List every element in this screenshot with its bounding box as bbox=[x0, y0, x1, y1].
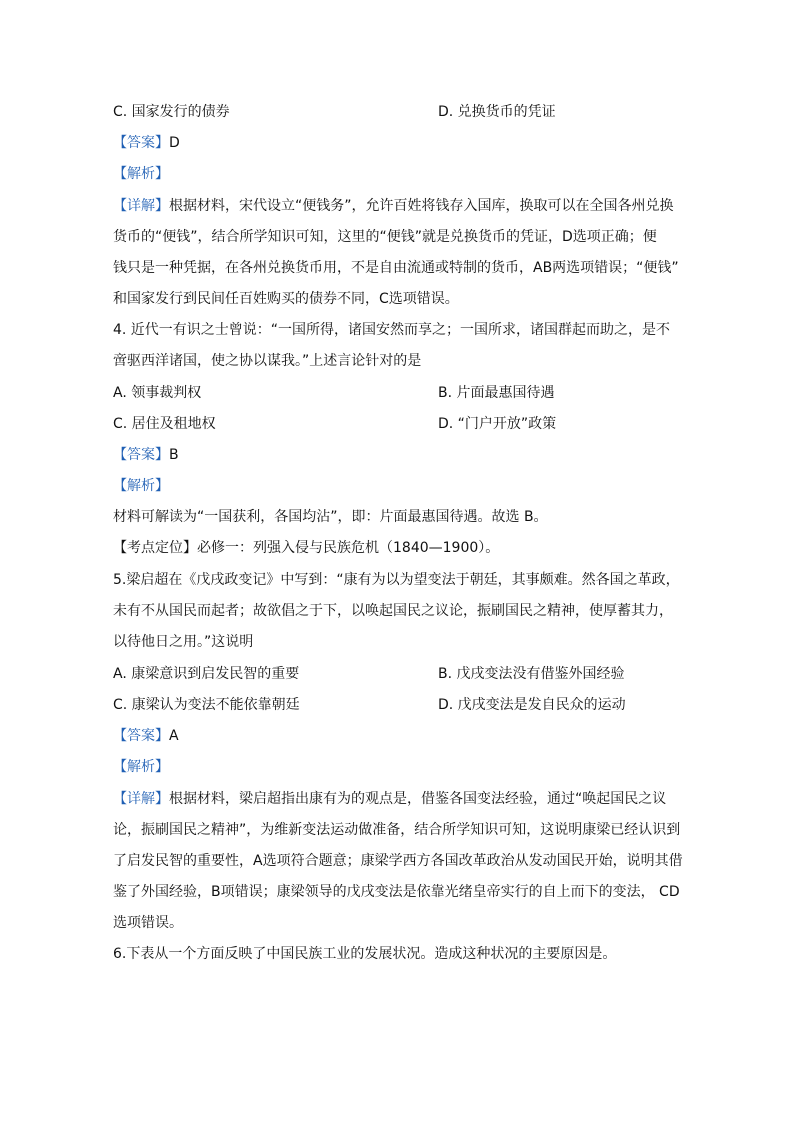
q5-detail-line-3: 了启发民智的重要性，A选项符合题意；康梁学西方各国改革政治从发动国民开始，说明其借 bbox=[113, 853, 683, 869]
q4-option-c: C. 居住及租地权 bbox=[113, 416, 216, 432]
q5-analysis-label: 【解析】 bbox=[113, 759, 169, 775]
q3-option-c: C. 国家发行的债券 bbox=[113, 104, 230, 120]
q5-stem-line-2: 未有不从国民而起者；故欲倡之于下，以唤起国民之议论，振刷国民之精神，使厚蓄其力， bbox=[113, 603, 673, 619]
q4-kaodian bbox=[113, 538, 499, 558]
q3-detail-line-4: 和国家发行到民间任百姓购买的债券不同，C选项错误。 bbox=[113, 291, 459, 307]
answer-value: A bbox=[169, 728, 179, 744]
q3-option-d: D. 兑换货币的凭证 bbox=[438, 104, 556, 120]
q5-detail-line-1 bbox=[113, 789, 666, 809]
q4-option-b: B. 片面最惠国待遇 bbox=[438, 385, 555, 401]
detail-label: 【详解】 bbox=[113, 791, 169, 807]
q5-option-c: C. 康梁认为变法不能依靠朝廷 bbox=[113, 697, 300, 713]
q4-analysis-label: 【解析】 bbox=[113, 478, 169, 494]
answer-value: B bbox=[169, 447, 179, 463]
q3-detail-line-1 bbox=[113, 196, 674, 216]
q5-option-b: B. 戊戌变法没有借鉴外国经验 bbox=[438, 666, 625, 682]
answer-label: 【答案】 bbox=[113, 447, 169, 463]
q5-stem-line-1: 5.梁启超在《戊戌政变记》中写到：“康有为以为望变法于朝廷，其事颇难。然各国之革政， bbox=[113, 572, 680, 588]
answer-label: 【答案】 bbox=[113, 135, 169, 151]
detail-text: 根据材料，宋代设立“便钱务”，允许百姓将钱存入国库，换取可以在全国各州兑换 bbox=[169, 198, 674, 214]
q4-answer bbox=[113, 445, 179, 465]
q4-analysis-text: 材料可解读为“一国获利，各国均沾”，即：片面最惠国待遇。故选 B。 bbox=[113, 509, 548, 525]
detail-text: 根据材料，梁启超指出康有为的观点是，借鉴各国变法经验，通过“唤起国民之议 bbox=[169, 791, 667, 807]
answer-value: D bbox=[169, 135, 180, 151]
q6-stem: 6.下表从一个方面反映了中国民族工业的发展状况。造成这种状况的主要原因是。 bbox=[113, 946, 617, 962]
q4-stem-line-2: 啻驱西洋诸国，使之协以谋我。”上述言论针对的是 bbox=[113, 353, 422, 369]
detail-label: 【详解】 bbox=[113, 198, 169, 214]
q3-answer bbox=[113, 133, 180, 153]
q5-stem-line-3: 以待他日之用。”这说明 bbox=[113, 634, 254, 650]
q4-stem-line-1: 4. 近代一有识之士曾说：“一国所得，诸国安然而享之；一国所求，诸国群起而助之，是不 bbox=[113, 322, 671, 338]
q4-option-d: D. “门户开放”政策 bbox=[438, 416, 557, 432]
kaodian-text: 必修一：列强入侵与民族危机（1840—1900）。 bbox=[197, 540, 500, 556]
kaodian-label: 【考点定位】 bbox=[113, 540, 197, 556]
q5-detail-line-5: 选项错误。 bbox=[113, 915, 183, 931]
q5-detail-line-2: 论，振刷国民之精神”，为维新变法运动做准备，结合所学知识可知，这说明康梁已经认识到 bbox=[113, 822, 681, 838]
answer-label: 【答案】 bbox=[113, 728, 169, 744]
q5-detail-line-4: 鉴了外国经验，B项错误；康梁领导的戊戌变法是依靠光绪皇帝实行的自上而下的变法， CD bbox=[113, 884, 680, 900]
q5-option-a: A. 康梁意识到启发民智的重要 bbox=[113, 666, 300, 682]
q3-detail-line-3: 钱只是一种凭据，在各州兑换货币用，不是自由流通或特制的货币，AB两选项错误；“便钱” bbox=[113, 260, 679, 276]
q5-option-d: D. 戊戌变法是发自民众的运动 bbox=[438, 697, 626, 713]
q3-analysis-label: 【解析】 bbox=[113, 166, 169, 182]
q3-detail-line-2: 货币的“便钱”，结合所学知识可知，这里的“便钱”就是兑换货币的凭证，D选项正确；便 bbox=[113, 229, 657, 245]
q4-option-a: A. 领事裁判权 bbox=[113, 385, 202, 401]
q5-answer bbox=[113, 726, 179, 746]
